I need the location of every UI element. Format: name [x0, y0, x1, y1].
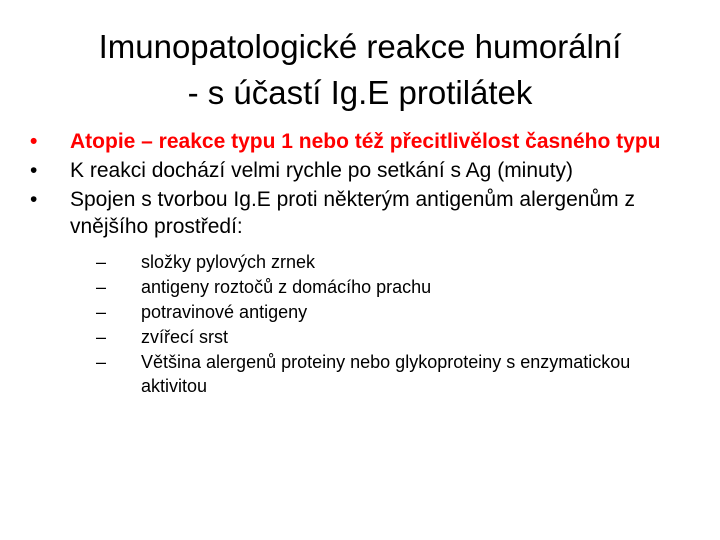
bullet-text: K reakci dochází velmi rychle po setkání s Ag (minuty) — [70, 159, 574, 182]
sub-bullet-marker: – — [96, 352, 107, 372]
sub-bullet-list — [70, 250, 695, 398]
bullet-marker: • — [30, 130, 38, 153]
slide-title-line-2: - s účastí Ig.E protilátek — [187, 74, 533, 111]
bullet-item-rychlost — [30, 157, 695, 184]
slide-title — [40, 24, 680, 116]
sub-bullet-marker: – — [96, 302, 107, 322]
bullet-list — [30, 128, 695, 398]
sub-bullet-text: potravinové antigeny — [141, 302, 308, 322]
slide-content — [30, 128, 695, 400]
sub-bullet-text: zvířecí srst — [141, 327, 229, 347]
sub-bullet-marker: – — [96, 327, 107, 347]
slide-title-line-1: Imunopatologické reakce humorální — [98, 28, 622, 65]
bullet-text: Spojen s tvorbou Ig.E proti některým antigenům alergenům z vnějšího prostředí: — [70, 188, 635, 238]
sub-bullet-marker: – — [96, 252, 107, 272]
sub-bullet-item — [96, 300, 695, 324]
bullet-text: Atopie – reakce typu 1 nebo též přecitlivělost časného typu — [70, 130, 661, 153]
sub-bullet-text: složky pylových zrnek — [141, 252, 316, 272]
sub-bullet-item — [96, 325, 695, 349]
sub-bullet-text: Většina alergenů proteiny nebo glykoproteiny s enzymatickou aktivitou — [141, 352, 631, 396]
sub-bullet-item — [96, 275, 695, 299]
bullet-item-atopie — [30, 128, 695, 155]
bullet-item-tvorba-ige — [30, 186, 695, 398]
bullet-marker: • — [30, 188, 38, 211]
sub-bullet-marker: – — [96, 277, 107, 297]
sub-bullet-item — [96, 250, 695, 274]
bullet-marker: • — [30, 159, 38, 182]
sub-bullet-item — [96, 350, 695, 398]
sub-bullet-text: antigeny roztočů z domácího prachu — [141, 277, 432, 297]
